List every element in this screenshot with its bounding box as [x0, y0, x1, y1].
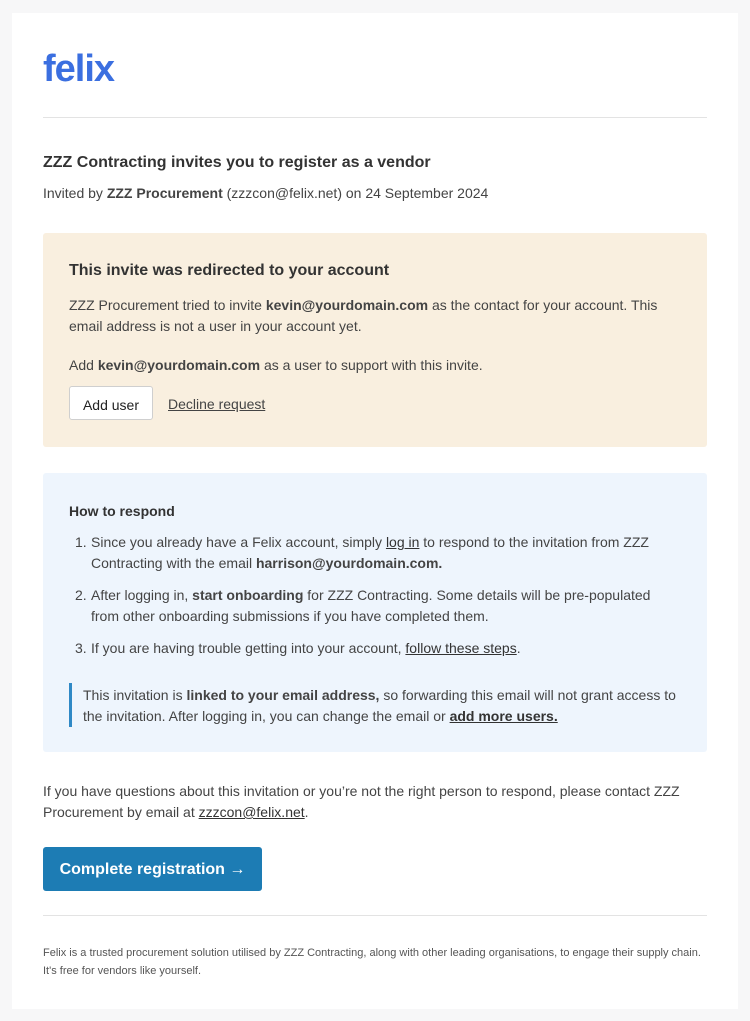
note-text-b: so forwarding this email will not grant access to the invitation. After logging in, you can change the email or: [83, 687, 676, 724]
complete-registration-button[interactable]: Complete registration →: [43, 847, 262, 891]
redirect-heading: This invite was redirected to your account: [69, 262, 390, 279]
note-text: [83, 685, 681, 727]
add-text-b: as a user to support with this invite.: [260, 357, 483, 373]
redirect-text-b: as the contact for your account. This email address is not a user in your account yet.: [69, 297, 658, 334]
redirect-message: [69, 295, 689, 337]
step-1-email: harrison@yourdomain.com.: [255, 555, 443, 571]
contact-paragraph: [43, 781, 707, 823]
step-text: [91, 532, 671, 574]
felix-logo: felix: [43, 48, 115, 90]
invited-by-line: [43, 185, 488, 201]
redirect-text-a: ZZZ Procurement tried to invite: [69, 297, 266, 313]
step-number: 2.: [75, 587, 87, 603]
add-text-a: Add: [69, 357, 98, 373]
step-2-text-a: After logging in,: [91, 587, 193, 603]
note-text-a: This invitation is: [83, 687, 187, 703]
email-linked-note: [69, 683, 682, 727]
how-to-respond-panel: [43, 473, 707, 752]
header-divider: [43, 117, 707, 118]
step-2-bold: start onboarding: [192, 587, 304, 603]
step-text: [91, 585, 671, 627]
step-number: 3.: [75, 640, 87, 656]
inviter-name: ZZZ Procurement: [106, 185, 223, 201]
redirect-email: kevin@yourdomain.com: [265, 297, 429, 313]
step-3-text-a: If you are having trouble getting into your account,: [91, 640, 406, 656]
step-1-text-b: to respond to the invitation from ZZZ Contracting with the email: [91, 534, 649, 571]
step-text: [91, 638, 671, 659]
invited-prefix: Invited by: [43, 185, 107, 201]
note-bold: linked to your email address,: [186, 687, 380, 703]
footer-divider: [43, 915, 707, 916]
add-user-message: [69, 357, 483, 373]
add-user-button[interactable]: Add user: [69, 386, 153, 420]
page-title: ZZZ Contracting invites you to register as a vendor: [43, 154, 431, 171]
redirect-notice: [43, 233, 707, 447]
inviter-details: (zzzcon@felix.net) on 24 September 2024: [222, 185, 489, 201]
step-number: 1.: [75, 534, 87, 550]
log-in-link[interactable]: log in: [385, 534, 420, 550]
contact-email-link[interactable]: zzzcon@felix.net: [198, 804, 305, 820]
decline-request-link[interactable]: Decline request: [168, 396, 266, 412]
contact-text: If you have questions about this invitation or you’re not the right person to respond, please contact ZZZ Procurement by email at: [43, 783, 680, 820]
follow-steps-link[interactable]: follow these steps: [405, 640, 517, 656]
footer-text: Felix is a trusted procurement solution utilised by ZZZ Contracting, along with other leading organisations, to engage their supply chain. It's free for vendors like yourself.: [43, 947, 701, 977]
step-3-text-b: .: [516, 640, 521, 656]
respond-heading: How to respond: [69, 503, 175, 519]
add-more-users-link[interactable]: add more users.: [449, 708, 558, 724]
add-email: kevin@yourdomain.com: [97, 357, 261, 373]
step-1-text-a: Since you already have a Felix account, simply: [91, 534, 386, 550]
email-card: [12, 13, 738, 1009]
step-2-text-b: for ZZZ Contracting. Some details will be pre-populated from other onboarding submissions if you have completed them.: [91, 587, 651, 624]
contact-end: .: [304, 804, 309, 820]
